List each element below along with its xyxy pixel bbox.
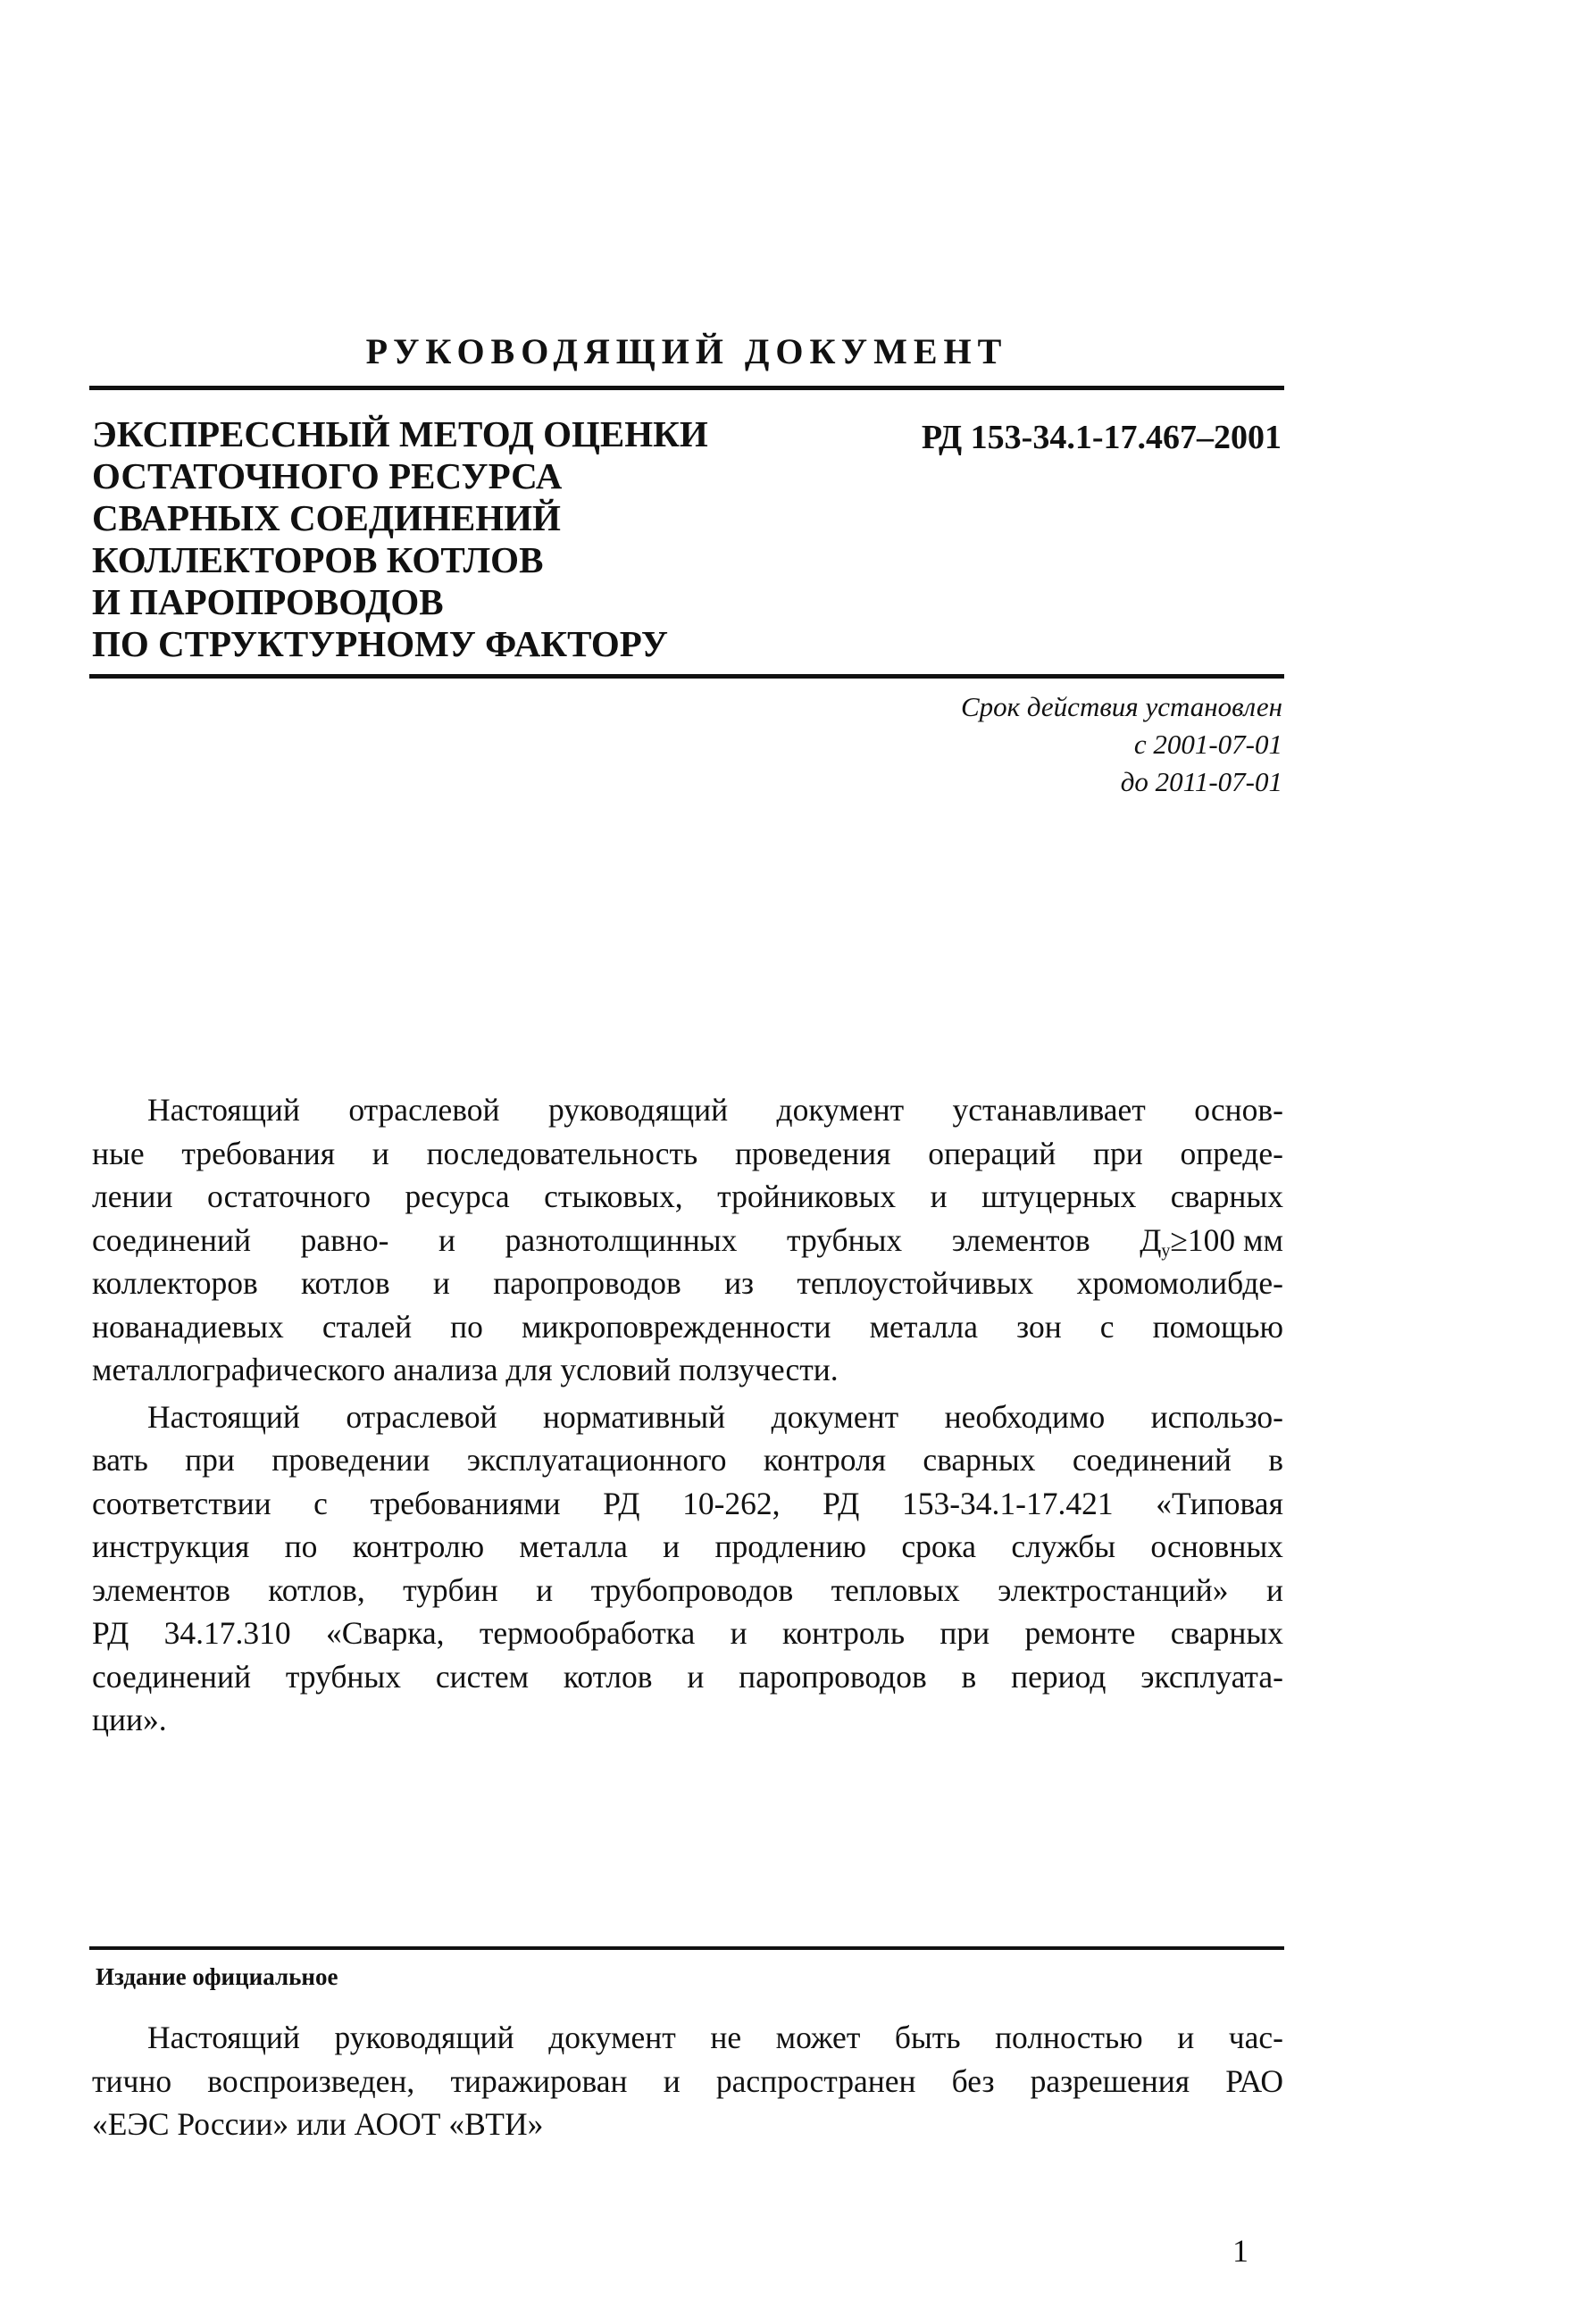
paragraph-scope — [92, 1088, 1283, 1392]
title-line: ОСТАТОЧНОГО РЕСУРСА — [92, 455, 563, 496]
title-line: СВАРНЫХ СОЕДИНЕНИЙ — [92, 497, 561, 538]
text-line: металлографического анализа для условий ползучести. — [92, 1352, 839, 1387]
title-line: ПО СТРУКТУРНОМУ ФАКТОРУ — [92, 623, 668, 664]
document-title — [92, 413, 806, 665]
text-line: Настоящий руководящий документ не может быть полностью и час- — [147, 2020, 1283, 2055]
text-line: соединений трубных систем котлов и паропроводов в период эксплуата- — [92, 1658, 1283, 1695]
text-line: вать при проведении эксплуатационного контроля сварных соединений в — [92, 1442, 1283, 1478]
title-rule — [89, 674, 1284, 679]
text-line-with-subscript: соединений равно- и разнотолщинных трубных элементов $Д_у\ge 100$ мм — [92, 1219, 1283, 1262]
copyright-notice — [92, 2016, 1283, 2146]
body-text — [92, 1088, 1283, 1742]
page-number: 1 — [1232, 2233, 1248, 2269]
text-line: инструкция по контролю металла и продлению срока службы основных — [92, 1529, 1283, 1564]
text-line: нованадиевых сталей по микроповрежденности металла зон с помощью — [92, 1308, 1283, 1345]
text-line: элементов котлов, турбин и трубопроводов тепловых электростанций» и — [92, 1571, 1283, 1608]
text-line: «ЕЭС России» или АООТ «ВТИ» — [92, 2106, 544, 2142]
text-line: коллекторов котлов и паропроводов из теплоустойчивых хромомолибде- — [92, 1265, 1283, 1301]
diameter-value: ≥100 мм — [1170, 1221, 1283, 1258]
document-code: РД 153-34.1-17.467–2001 — [921, 419, 1282, 456]
heading-rule — [89, 386, 1284, 390]
paragraph-application — [92, 1395, 1283, 1742]
validity-from: с 2001-07-01 — [1133, 729, 1282, 760]
nominal-diameter: $Д_у\ge 100$ мм — [1140, 1219, 1283, 1262]
validity-period — [961, 688, 1282, 801]
footer-rule — [89, 1946, 1284, 1950]
title-line: ЭКСПРЕССНЫЙ МЕТОД ОЦЕНКИ — [92, 413, 708, 454]
document-heading: РУКОВОДЯЩИЙ ДОКУМЕНТ — [365, 331, 1008, 371]
subscript: у — [1161, 1240, 1171, 1261]
text-line: Настоящий отраслевой руководящий документ устанавливает основ- — [147, 1092, 1283, 1128]
validity-label: Срок действия установлен — [960, 691, 1282, 722]
text-line: Настоящий отраслевой нормативный документ необходимо использо- — [147, 1398, 1283, 1435]
validity-to: до 2011-07-01 — [1120, 766, 1282, 797]
text-line: соответствии с требованиями РД 10-262, РД 153-34.1-17.421 «Типовая — [92, 1485, 1283, 1521]
text-line: ции». — [92, 1702, 167, 1737]
title-line: И ПАРОПРОВОДОВ — [92, 581, 444, 622]
title-line: КОЛЛЕКТОРОВ КОТЛОВ — [92, 539, 544, 580]
text-line: лении остаточного ресурса стыковых, тройниковых и штуцерных сварных — [92, 1179, 1283, 1214]
edition-label: Издание официальное — [96, 1963, 338, 1990]
text-line: ные требования и последовательность проведения операций при опреде- — [92, 1135, 1283, 1171]
text-line: РД 34.17.310 «Сварка, термообработка и контроль при ремонте сварных — [92, 1615, 1283, 1651]
text-line: тично воспроизведен, тиражирован и распространен без разрешения РАО — [92, 2062, 1283, 2099]
